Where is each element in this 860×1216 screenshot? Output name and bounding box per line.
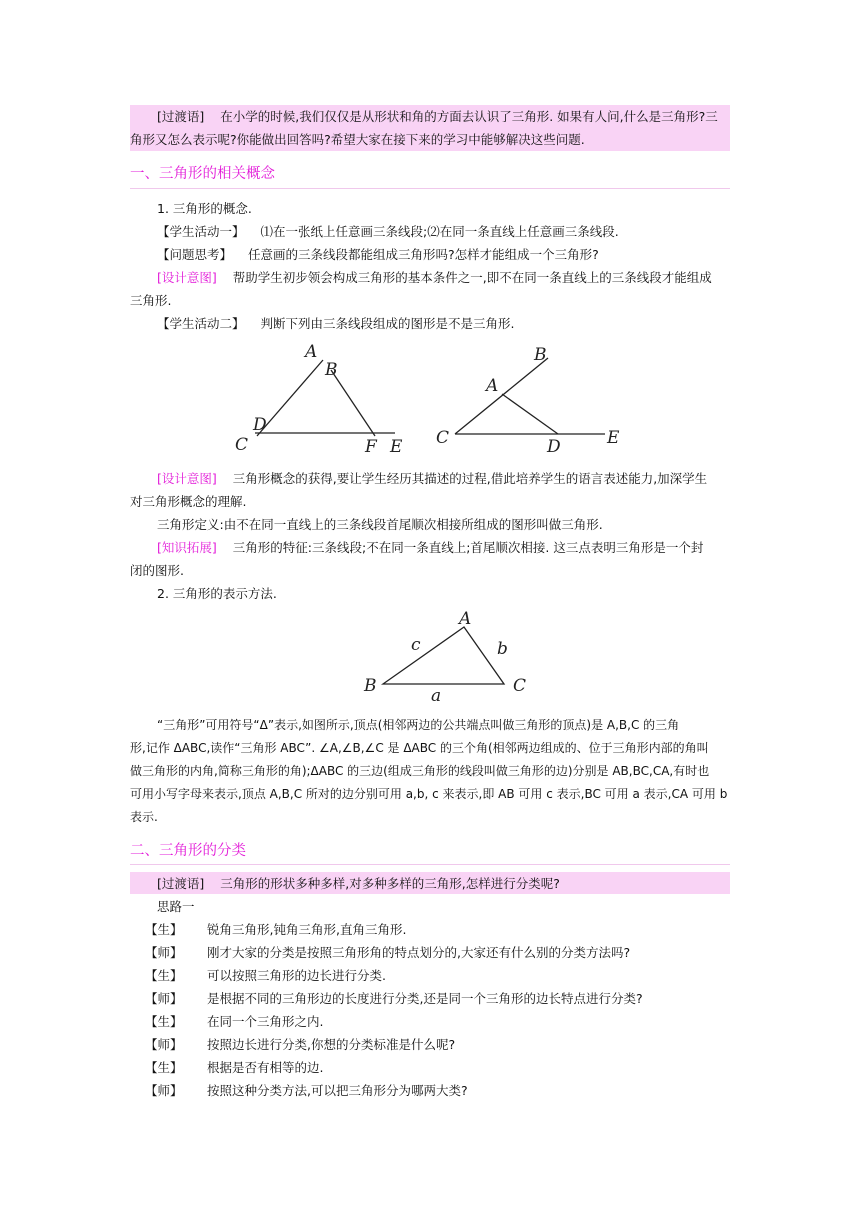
notation-paragraph-line-1: “三角形”可用符号“Δ”表示,如图所示,顶点(相邻两边的公共端点叫做三角形的顶点)是 A,B,C 的三角	[157, 718, 680, 732]
label-C: C	[235, 435, 249, 455]
dialog-line: 【生】 可以按照三角形的边长进行分类.	[145, 968, 386, 983]
label-B: B	[534, 345, 547, 365]
dialog-line: 【师】 刚才大家的分类是按照三角形角的特点划分的,大家还有什么别的分类方法吗?	[145, 945, 631, 960]
section-divider-2	[130, 864, 730, 865]
label-C: C	[436, 428, 450, 448]
student-activity-1: 【学生活动一】 ⑴在一张纸上任意画三条线段;⑵在同一条直线上任意画三条线段.	[157, 224, 619, 239]
dialog-line: 【生】 锐角三角形,钝角三角形,直角三角形.	[145, 922, 407, 937]
label-E: E	[390, 437, 403, 457]
label-A: A	[459, 609, 472, 629]
label-D: D	[253, 415, 267, 435]
triangle-definition: 三角形定义:由不在同一直线上的三条线段首尾顺次相接所组成的图形叫做三角形.	[157, 517, 603, 532]
notation-paragraph-line-3: 做三角形的内角,简称三角形的角);ΔABC 的三边(组成三角形的线段叫做三角形的边)分别是 AB,BC,CA,有时也	[130, 764, 710, 778]
label-A: A	[305, 342, 318, 362]
student-activity-2: 【学生活动二】 判断下列由三条线段组成的图形是不是三角形.	[157, 316, 515, 331]
design-intent-2-cont: 对三角形概念的理解.	[130, 494, 247, 509]
section-divider-1	[130, 188, 730, 189]
dialog-line: 【生】 在同一个三角形之内.	[145, 1014, 324, 1029]
notation-paragraph-line-5: 表示.	[130, 810, 158, 824]
transition-tag: [过渡语]	[157, 109, 205, 124]
figure-segments-left	[225, 340, 415, 460]
figure-segments-right	[430, 340, 630, 460]
knowledge-extension-cont: 闭的图形.	[130, 563, 184, 578]
design-intent-2: [设计意图] 三角形概念的获得,要让学生经历其描述的过程,借此培养学生的语言表述能力,加深学生	[157, 471, 708, 486]
dialog-line: 【师】 按照边长进行分类,你想的分类标准是什么呢?	[145, 1037, 456, 1052]
label-E: E	[607, 428, 620, 448]
dialog-line: 【师】 是根据不同的三角形边的长度进行分类,还是同一个三角形的边长特点进行分类?	[145, 991, 643, 1006]
design-intent-1-cont: 三角形.	[130, 293, 172, 308]
idea-one: 思路一	[157, 899, 195, 914]
label-F: F	[365, 437, 377, 457]
label-c: c	[411, 635, 421, 655]
section-heading-2: 二、三角形的分类	[130, 843, 246, 859]
dialog-line: 【生】 根据是否有相等的边.	[145, 1060, 324, 1075]
label-D: D	[547, 437, 561, 457]
question-thinking: 【问题思考】 任意画的三条线段都能组成三角形吗?怎样才能组成一个三角形?	[157, 247, 599, 262]
transition-line-2: 角形又怎么表示呢?你能做出回答吗?希望大家在接下来的学习中能够解决这些问题.	[130, 132, 585, 147]
item-notation: 2. 三角形的表示方法.	[157, 586, 277, 601]
dialog-line: 【师】 按照这种分类方法,可以把三角形分为哪两大类?	[145, 1083, 468, 1098]
section-heading-1: 一、三角形的相关概念	[130, 166, 275, 182]
design-intent-1: [设计意图] 帮助学生初步领会构成三角形的基本条件之一,即不在同一条直线上的三条线段才能组成	[157, 266, 712, 289]
figure-triangle-abc	[355, 605, 545, 705]
label-C: C	[513, 676, 527, 696]
design-intent-tag: [设计意图]	[157, 270, 217, 285]
label-A: A	[486, 376, 499, 396]
label-a: a	[431, 686, 442, 705]
label-b: b	[497, 639, 508, 659]
notation-paragraph-line-4: 可用小写字母来表示,顶点 A,B,C 所对的边分别可用 a,b, c 来表示,即 AB 可用 c 表示,BC 可用 a 表示,CA 可用 b	[130, 787, 728, 801]
transition-line-1: [过渡语] 在小学的时候,我们仅仅是从形状和角的方面去认识了三角形. 如果有人问,什么是三角形?三	[157, 105, 718, 128]
knowledge-extension: [知识拓展] 三角形的特征:三条线段;不在同一条直线上;首尾顺次相接. 这三点表明三角形是一个封	[157, 540, 704, 555]
label-B: B	[364, 676, 377, 696]
notation-paragraph-line-2: 形,记作 ΔABC,读作“三角形 ABC”. ∠A,∠B,∠C 是 ΔABC 的三个角(相邻两边组成的、位于三角形内部的角叫	[130, 741, 709, 755]
transition-2: [过渡语] 三角形的形状多种多样,对多种多样的三角形,怎样进行分类呢?	[157, 876, 560, 891]
item-concept: 1. 三角形的概念.	[157, 201, 252, 216]
label-B: B	[325, 360, 338, 380]
